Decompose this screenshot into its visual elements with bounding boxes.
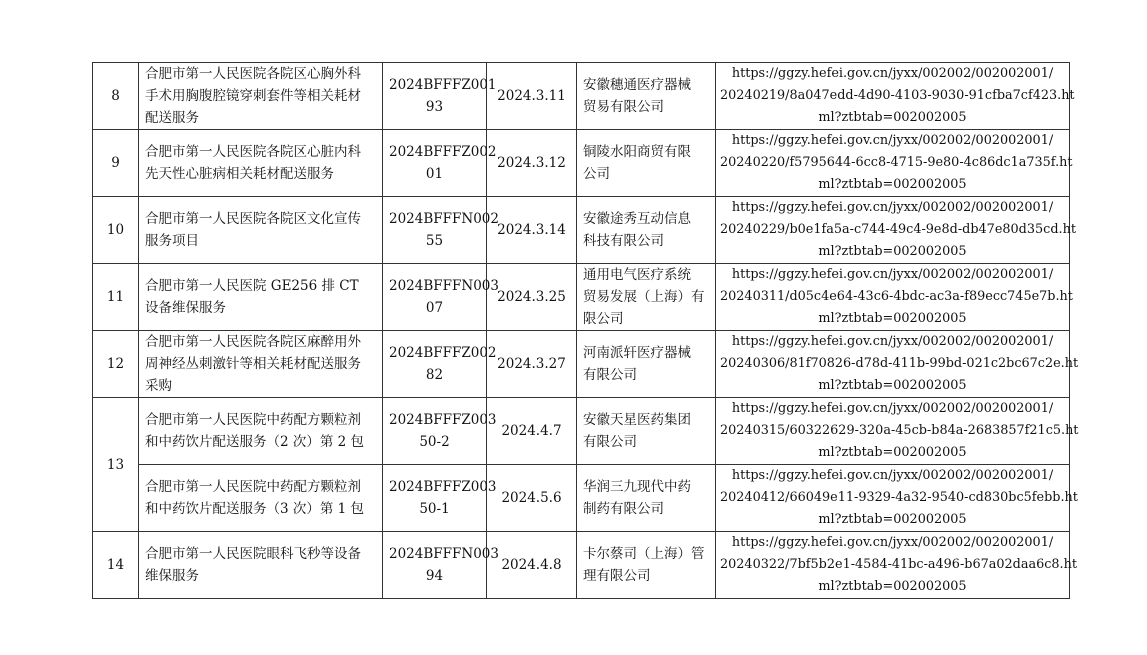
url-cell-line[interactable]: 20240220/f5795644-6cc8-4715-9e80-4c86dc1a735f.ht [720,155,1073,170]
row-number-cell: 10 [93,197,139,264]
row-number-cell: 13 [93,398,139,532]
project-code-cell-line: 55 [425,233,444,249]
supplier-cell [577,63,716,130]
project-code-cell [383,63,497,130]
table-body [93,63,1079,599]
row-number-cell: 11 [93,264,139,331]
url-cell-line[interactable]: https://ggzy.hefei.gov.cn/jyxx/002002/002002001/ [731,468,1054,483]
url-cell-line[interactable]: https://ggzy.hefei.gov.cn/jyxx/002002/002002001/ [731,334,1054,349]
date-cell: 2024.3.14 [487,197,577,264]
date-cell: 2024.5.6 [487,465,577,532]
project-name-cell [139,465,383,532]
date-cell: 2024.3.27 [487,331,577,398]
project-name-cell [139,63,383,130]
table-row [93,465,1070,532]
table-row [93,130,1070,197]
project-code-cell [383,130,497,197]
supplier-cell [577,465,716,532]
supplier-cell-line: 铜陵水阳商贸有限 [583,144,691,160]
row-number-cell: 12 [93,331,139,398]
project-name-cell-line: 合肥市第一人民医院各院区文化宣传 [145,211,361,227]
url-cell-line[interactable]: ml?ztbtab=002002005 [818,311,967,326]
row-number-cell: 8 [93,63,139,130]
supplier-cell-line: 科技有限公司 [583,233,664,249]
url-cell [716,532,1078,599]
project-name-cell-line: 合肥市第一人民医院各院区麻醉用外 [145,334,361,350]
project-code-cell [383,197,499,264]
project-name-cell-line: 合肥市第一人民医院各院区心脏内科 [145,144,361,160]
project-code-cell-line: 01 [425,166,444,182]
supplier-cell-line: 华润三九现代中药 [583,479,691,495]
project-code-cell [383,264,499,331]
date-cell: 2024.4.7 [487,398,577,465]
table-row [93,63,1070,130]
url-cell-line[interactable]: https://ggzy.hefei.gov.cn/jyxx/002002/002002001/ [731,535,1054,550]
url-cell [716,398,1079,465]
project-code-cell-line: 2024BFFFZ003 [389,412,497,428]
supplier-cell-line: 安徽天星医药集团 [583,412,691,428]
url-cell-line[interactable]: 20240306/81f70826-d78d-411b-99bd-021c2bc67c2e.ht [720,356,1079,371]
url-cell-line[interactable]: 20240219/8a047edd-4d90-4103-9030-91cfba7cf423.ht [720,88,1075,103]
project-code-cell-line: 07 [425,300,444,316]
supplier-cell-line: 卡尔蔡司（上海）管 [583,546,705,562]
table-row [93,197,1070,264]
project-name-cell-line: 合肥市第一人民医院中药配方颗粒剂 [145,412,361,428]
row-number-cell: 9 [93,130,139,197]
supplier-cell-line: 有限公司 [583,367,637,383]
supplier-cell-line: 公司 [583,166,610,182]
url-cell-line[interactable]: ml?ztbtab=002002005 [818,445,967,460]
date-cell: 2024.4.8 [487,532,577,599]
project-name-cell-line: 合肥市第一人民医院眼科飞秒等设备 [145,546,361,562]
project-name-cell-line: 采购 [145,378,172,394]
project-name-cell-line: 先天性心脏病相关耗材配送服务 [145,166,334,182]
supplier-cell [577,197,716,264]
project-code-cell [383,331,497,398]
project-name-cell-line: 和中药饮片配送服务（2 次）第 2 包 [145,434,365,450]
project-name-cell [139,264,383,331]
url-cell-line[interactable]: https://ggzy.hefei.gov.cn/jyxx/002002/002002001/ [731,267,1054,282]
project-code-cell-line: 2024BFFFN003 [389,278,499,294]
project-name-cell [139,197,383,264]
url-cell [716,331,1079,398]
project-name-cell [139,532,383,599]
project-name-cell-line: 设备维保服务 [145,300,226,316]
project-code-cell-line: 82 [425,367,444,383]
url-cell-line[interactable]: ml?ztbtab=002002005 [818,177,967,192]
project-code-cell-line: 93 [425,99,444,115]
supplier-cell [577,398,716,465]
project-code-cell-line: 2024BFFFN003 [389,546,499,562]
table-row [93,532,1070,599]
project-name-cell [139,130,383,197]
url-cell-line[interactable]: ml?ztbtab=002002005 [818,378,967,393]
url-cell-line[interactable]: https://ggzy.hefei.gov.cn/jyxx/002002/002002001/ [731,401,1054,416]
project-code-cell-line: 50-2 [419,434,450,450]
supplier-cell-line: 制药有限公司 [583,501,664,517]
project-code-cell-line: 2024BFFFZ003 [389,479,497,495]
project-code-cell-line: 50-1 [419,501,450,517]
project-code-cell-line: 2024BFFFZ002 [389,144,497,160]
url-cell [716,465,1078,532]
project-code-cell [383,465,497,532]
table-row [93,331,1070,398]
url-cell [716,197,1076,264]
supplier-cell-line: 贸易有限公司 [583,99,664,115]
url-cell [716,264,1073,331]
url-cell-line[interactable]: ml?ztbtab=002002005 [818,244,967,259]
supplier-cell-line: 理有限公司 [583,568,651,584]
url-cell-line[interactable]: https://ggzy.hefei.gov.cn/jyxx/002002/002002001/ [731,200,1054,215]
project-name-cell-line: 维保服务 [145,568,199,584]
project-name-cell-line: 合肥市第一人民医院中药配方颗粒剂 [145,479,361,495]
project-name-cell [139,398,383,465]
project-code-cell [383,532,499,599]
project-code-cell-line: 2024BFFFN002 [389,211,499,227]
url-cell-line[interactable]: https://ggzy.hefei.gov.cn/jyxx/002002/002002001/ [731,66,1054,81]
url-cell-line[interactable]: 20240315/60322629-320a-45cb-b84a-2683857f21c5.ht [720,423,1079,438]
supplier-cell-line: 河南派轩医疗器械 [583,345,691,361]
url-cell-line[interactable]: https://ggzy.hefei.gov.cn/jyxx/002002/002002001/ [731,133,1054,148]
project-name-cell [139,331,383,398]
url-cell-line[interactable]: 20240412/66049e11-9329-4a32-9540-cd830bc5febb.ht [720,490,1078,505]
project-name-cell-line: 和中药饮片配送服务（3 次）第 1 包 [145,501,365,517]
url-cell [716,63,1075,130]
supplier-cell [577,331,716,398]
date-cell: 2024.3.11 [487,63,577,130]
project-code-cell-line: 2024BFFFZ001 [389,77,497,93]
project-code-cell-line: 94 [425,568,444,584]
supplier-cell-line: 安徽途秀互动信息 [583,211,691,227]
url-cell-line[interactable]: ml?ztbtab=002002005 [818,110,967,125]
supplier-cell-line: 通用电气医疗系统 [583,267,691,283]
supplier-cell-line: 贸易发展（上海）有 [583,289,705,305]
project-name-cell-line: 合肥市第一人民医院各院区心胸外科 [145,66,361,82]
row-number-cell: 14 [93,532,139,599]
url-cell-line[interactable]: 20240229/b0e1fa5a-c744-49c4-9e8d-db47e80d35cd.ht [720,222,1076,237]
project-name-cell-line: 服务项目 [145,233,199,249]
project-name-cell-line: 配送服务 [145,110,199,126]
project-code-cell-line: 2024BFFFZ002 [389,345,497,361]
table-row [93,398,1070,465]
supplier-cell [577,130,716,197]
table-row [93,264,1070,331]
project-name-cell-line: 手术用胸腹腔镜穿刺套件等相关耗材 [145,88,361,104]
supplier-cell [577,264,716,331]
procurement-table [92,62,1079,599]
supplier-cell-line: 限公司 [583,311,624,327]
project-name-cell-line: 周神经丛刺激针等相关耗材配送服务 [145,356,361,372]
date-cell: 2024.3.25 [487,264,577,331]
date-cell: 2024.3.12 [487,130,577,197]
project-code-cell [383,398,497,465]
supplier-cell-line: 有限公司 [583,434,637,450]
supplier-cell-line: 安徽穗通医疗器械 [583,77,691,93]
url-cell-line[interactable]: 20240311/d05c4e64-43c6-4bdc-ac3a-f89ecc745e7b.ht [720,289,1073,304]
url-cell [716,130,1073,197]
url-cell-line[interactable]: 20240322/7bf5b2e1-4584-41bc-a496-b67a02daa6c8.ht [720,557,1078,572]
url-cell-line[interactable]: ml?ztbtab=002002005 [818,579,967,594]
supplier-cell [577,532,716,599]
project-name-cell-line: 合肥市第一人民医院 GE256 排 CT [145,278,359,294]
url-cell-line[interactable]: ml?ztbtab=002002005 [818,512,967,527]
